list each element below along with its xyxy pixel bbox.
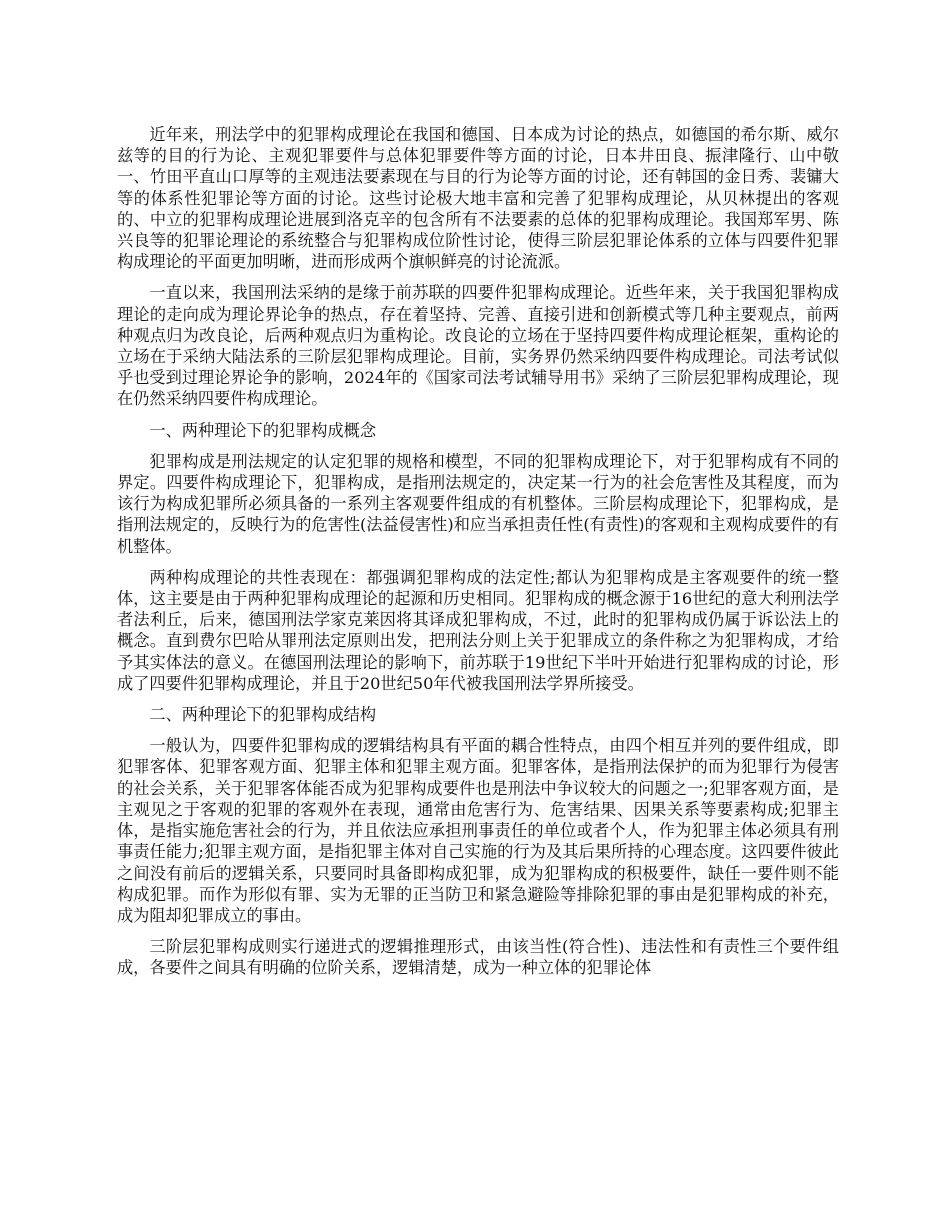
paragraph-intro: 近年来，刑法学中的犯罪构成理论在我国和德国、日本成为讨论的热点，如德国的希尔斯、威尔兹等的目的行为论、主观犯罪要件与总体犯罪要件等方面的讨论，日本井田良、振津隆行、山中敬一、竹田平直山口厚等的主观违法要素现在与目的行为论等方面的讨论，还有韩国的金日秀、裴镛大等的体系性犯罪论等方面的讨论。这些讨论极大地丰富和完善了犯罪构成理论，从贝林提出的客观的、中立的犯罪构成理论进展到洛克辛的包含所有不法要素的总体的犯罪构成理论。我国郑军男、陈兴良等的犯罪论理论的系统整合与犯罪构成位阶性讨论，使得三阶层犯罪论体系的立体与四要件犯罪构成理论的平面更加明晰，进而形成两个旗帜鲜亮的讨论流派。 xyxy=(117,125,839,272)
paragraph-background: 一直以来，我国刑法采纳的是缘于前苏联的四要件犯罪构成理论。近些年来，关于我国犯罪构成理论的走向成为理论界论争的热点，存在着坚持、完善、直接引进和创新模式等几种主要观点，前两种观点归为改良论，后两种观点归为重构论。改良论的立场在于坚持四要件构成理论框架，重构论的立场在于采纳大陆法系的三阶层犯罪构成理论。目前，实务界仍然采纳四要件构成理论。司法考试似乎也受到过理论界论争的影响，2024年的《国家司法考试辅导用书》采纳了三阶层犯罪构成理论，现在仍然采纳四要件构成理论。 xyxy=(117,283,839,409)
paragraph-concept-commonality: 两种构成理论的共性表现在：都强调犯罪构成的法定性;都认为犯罪构成是主客观要件的统一整体，这主要是由于两种犯罪构成理论的起源和历史相同。犯罪构成的概念源于16世纪的意大利刑法学者法利丘，后来，德国刑法学家克莱因将其译成犯罪构成，不过，此时的犯罪构成仍属于诉讼法上的概念。直到费尔巴哈从罪刑法定原则出发，把刑法分则上关于犯罪成立的条件称之为犯罪构成，才给予其实体法的意义。在德国刑法理论的影响下，前苏联于19世纪下半叶开始进行犯罪构成的讨论，形成了四要件犯罪构成理论，并且于20世纪50年代被我国刑法学界所接受。 xyxy=(117,567,839,693)
paragraph-four-element-structure: 一般认为，四要件犯罪构成的逻辑结构具有平面的耦合性特点，由四个相互并列的要件组成，即犯罪客体、犯罪客观方面、犯罪主体和犯罪主观方面。犯罪客体，是指刑法保护的而为犯罪行为侵害的社会关系，关于犯罪客体能否成为犯罪构成要件也是刑法中争议较大的问题之一;犯罪客观方面，是主观见之于客观的犯罪的客观外在表现，通常由危害行为、危害结果、因果关系等要素构成;犯罪主体，是指实施危害社会的行为，并且依法应承担刑事责任的单位或者个人，作为犯罪主体必须具有刑事责任能力;犯罪主观方面，是指犯罪主体对自己实施的行为及其后果所持的心理态度。这四要件彼此之间没有前后的逻辑关系，只要同时具备即构成犯罪，成为犯罪构成的积极要件，缺任一要件则不能构成犯罪。而作为形似有罪、实为无罪的正当防卫和紧急避险等排除犯罪的事由是犯罪构成的补充，成为阻却犯罪成立的事由。 xyxy=(117,736,839,925)
paragraph-three-tier-structure: 三阶层犯罪构成则实行递进式的逻辑推理形式，由该当性(符合性)、违法性和有责性三个要件组成，各要件之间具有明确的位阶关系，逻辑清楚，成为一种立体的犯罪论体 xyxy=(117,937,839,978)
paragraph-concept-definition: 犯罪构成是刑法规定的认定犯罪的规格和模型，不同的犯罪构成理论下，对于犯罪构成有不同的界定。四要件构成理论下，犯罪构成，是指刑法规定的，决定某一行为的社会危害性及其程度，而为该行为构成犯罪所必须具备的一系列主客观要件组成的有机整体。三阶层构成理论下，犯罪构成，是指刑法规定的，反映行为的危害性(法益侵害性)和应当承担责任性(有责性)的客观和主观构成要件的有机整体。 xyxy=(117,451,839,556)
section-heading-structure: 二、两种理论下的犯罪构成结构 xyxy=(149,705,377,725)
section-heading-concept: 一、两种理论下的犯罪构成概念 xyxy=(149,420,377,440)
document-body xyxy=(117,124,839,989)
